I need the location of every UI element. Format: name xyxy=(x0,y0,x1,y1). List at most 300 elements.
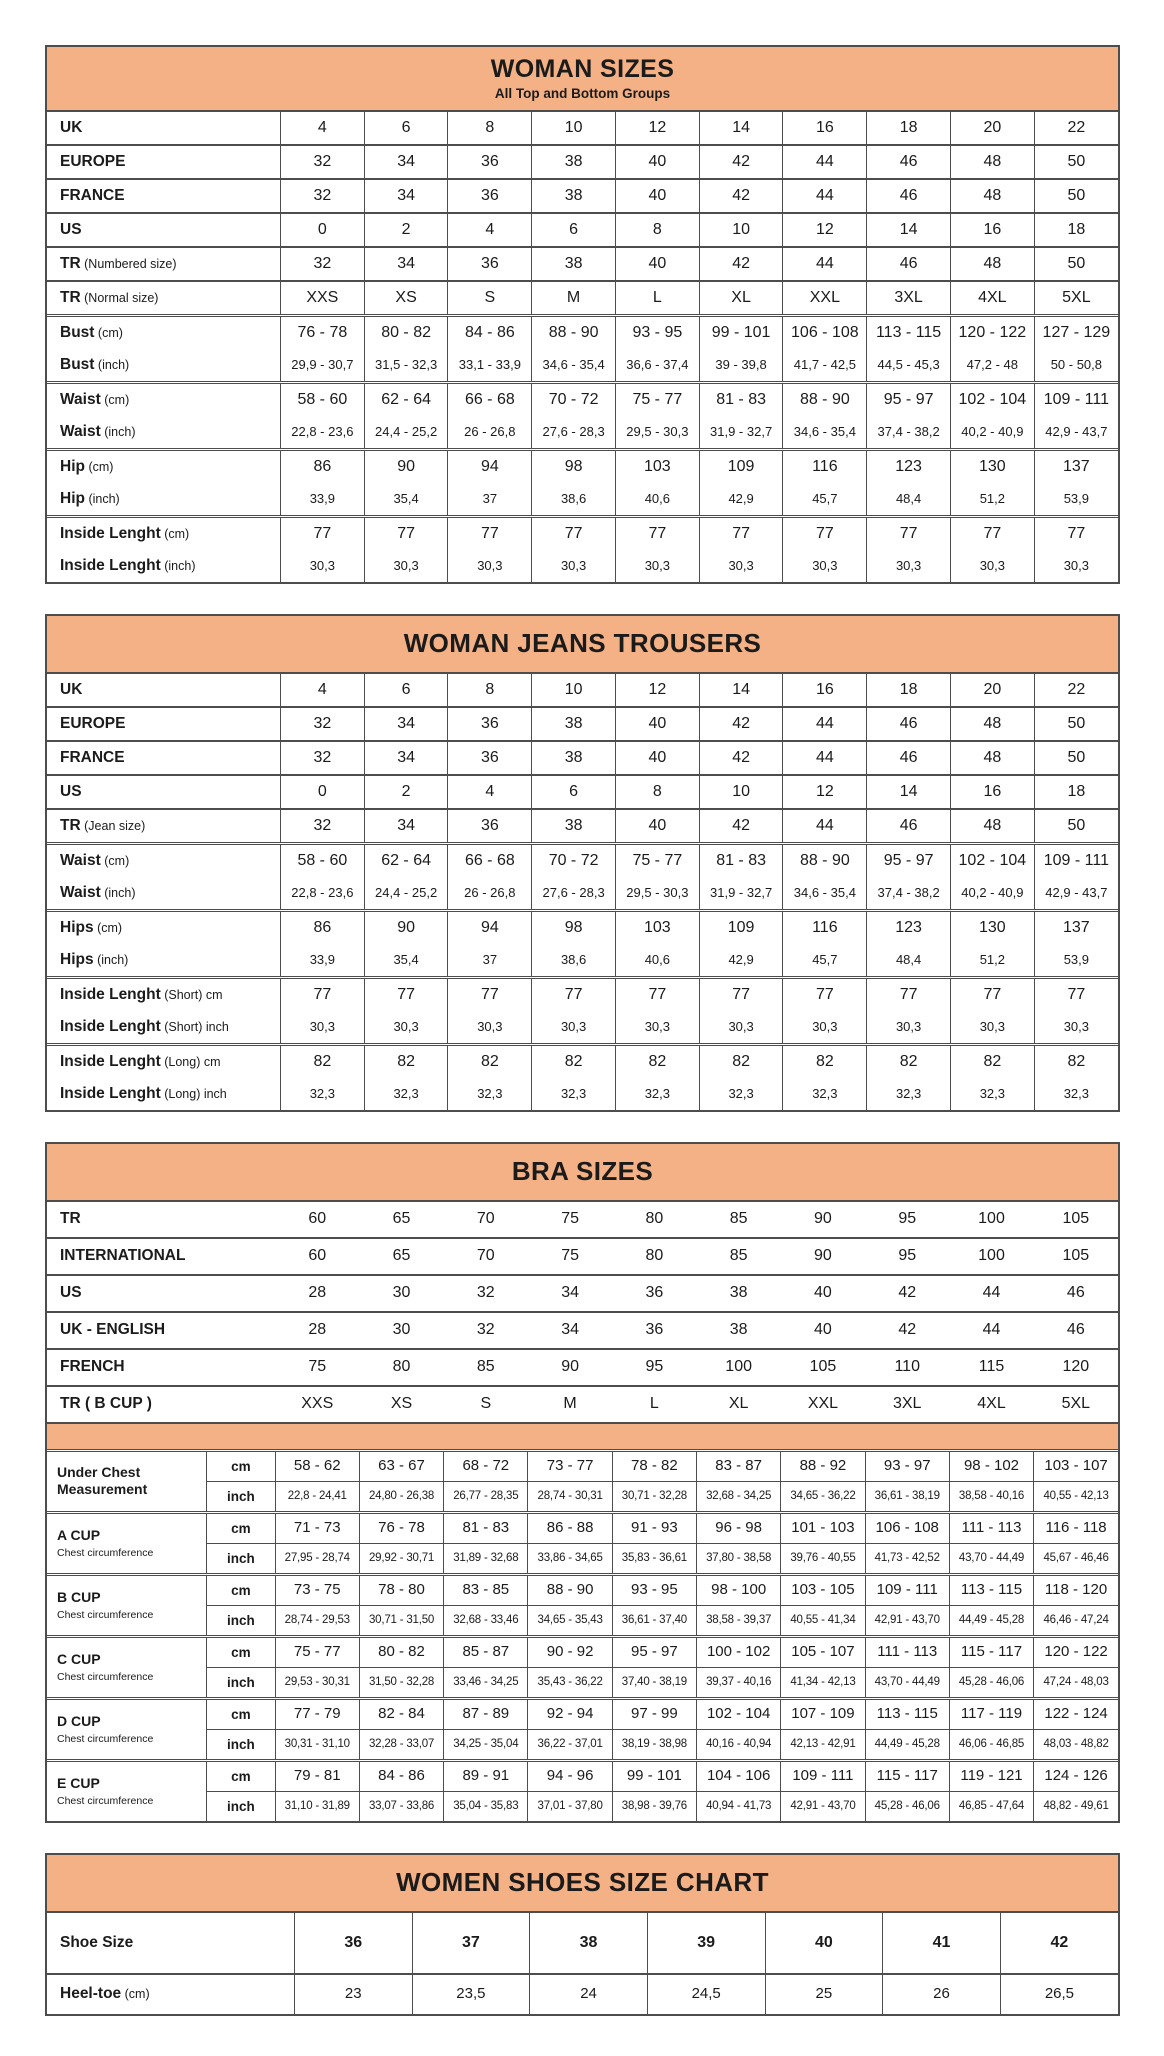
size-cell: 20 xyxy=(950,674,1034,707)
size-cell: 48 xyxy=(950,741,1034,775)
row-label xyxy=(47,1974,294,2014)
size-cell: 103 - 105 xyxy=(781,1574,865,1605)
size-cell: 100 xyxy=(697,1349,781,1386)
size-cell: 32 xyxy=(280,741,364,775)
row-label xyxy=(47,145,280,179)
size-cell: 75 xyxy=(561,1210,579,1227)
size-cell: 50 xyxy=(1034,145,1118,179)
size-cell: 42 xyxy=(699,145,783,179)
size-cell: 115 - 117 xyxy=(949,1636,1033,1667)
size-cell: 16 xyxy=(783,674,867,707)
size-cell: 50 xyxy=(1034,741,1118,775)
size-cell: 34 xyxy=(364,707,448,741)
size-cell: 79 - 81 xyxy=(275,1760,359,1791)
size-cell: 85 xyxy=(697,1238,781,1275)
size-cell: 3XL xyxy=(867,281,951,316)
row-label-note: (Long) inch xyxy=(160,1087,227,1101)
size-cell: 77 xyxy=(699,517,783,551)
unit-label: inch xyxy=(207,1729,276,1760)
size-cell: 41 xyxy=(883,1913,1001,1974)
size-cell: 83 - 87 xyxy=(697,1450,781,1481)
size-cell: 95 - 97 xyxy=(867,383,951,417)
size-cell: 42 xyxy=(699,741,783,775)
size-cell: 88 - 92 xyxy=(781,1450,865,1481)
size-cell: 86 xyxy=(280,450,364,484)
row-label-text: Heel-toe xyxy=(60,1984,122,2002)
size-cell: 24,5 xyxy=(647,1974,765,2014)
size-cell: 82 xyxy=(532,1045,616,1079)
table-row xyxy=(47,1386,1118,1423)
size-cell: 98 - 102 xyxy=(949,1450,1033,1481)
size-cell: 109 - 111 xyxy=(1034,383,1118,417)
cup-subtext: Chest circumference xyxy=(57,1794,154,1807)
size-cell: 65 xyxy=(359,1238,443,1275)
size-cell: 78 - 82 xyxy=(612,1450,696,1481)
size-cell: 38,58 - 39,37 xyxy=(697,1605,781,1636)
size-cell: 102 - 104 xyxy=(950,383,1034,417)
woman-sizes-grid xyxy=(47,112,1118,582)
size-cell: 42 xyxy=(1000,1913,1118,1974)
unit-label: inch xyxy=(207,1605,276,1636)
size-cell: 34 xyxy=(364,741,448,775)
table-row xyxy=(47,1574,1118,1605)
size-cell: 40 xyxy=(615,809,699,844)
size-cell: 33,46 - 34,25 xyxy=(444,1667,528,1698)
size-cell: 35,83 - 36,61 xyxy=(612,1543,696,1574)
size-cell: 12 xyxy=(615,112,699,145)
size-cell: 41,7 - 42,5 xyxy=(783,349,867,383)
unit-label: cm xyxy=(207,1512,276,1543)
size-cell: 34 xyxy=(528,1275,612,1312)
size-cell: 76 - 78 xyxy=(359,1512,443,1543)
table-row xyxy=(47,1450,1118,1481)
size-cell: 10 xyxy=(699,213,783,247)
size-cell: 68 - 72 xyxy=(444,1450,528,1481)
size-cell: 42,13 - 42,91 xyxy=(781,1729,865,1760)
size-cell: XXS xyxy=(280,281,364,316)
size-cell: 30,3 xyxy=(867,550,951,582)
size-cell: 43,70 - 44,49 xyxy=(865,1667,949,1698)
size-cell: 32,3 xyxy=(783,1078,867,1110)
bra-sizes-header xyxy=(47,1144,1118,1202)
size-cell: 30,3 xyxy=(1034,550,1118,582)
size-cell: 65 xyxy=(392,1210,411,1227)
size-cell: 120 - 122 xyxy=(950,316,1034,350)
row-label-note: (cm) xyxy=(160,527,190,541)
size-cell: 137 xyxy=(1034,450,1118,484)
size-cell: 31,89 - 32,68 xyxy=(444,1543,528,1574)
size-cell: 34,65 - 36,22 xyxy=(781,1481,865,1512)
size-cell: 30,3 xyxy=(364,1011,448,1045)
table-row xyxy=(47,1605,1118,1636)
size-cell: 32,68 - 33,46 xyxy=(444,1605,528,1636)
size-cell: 32,3 xyxy=(532,1078,616,1110)
table-subtitle: All Top and Bottom Groups xyxy=(494,86,671,101)
size-cell: 113 - 115 xyxy=(949,1574,1033,1605)
size-cell: 97 - 99 xyxy=(612,1698,696,1729)
size-cell: 66 - 68 xyxy=(448,383,532,417)
size-cell: 30,3 xyxy=(783,550,867,582)
row-label-text: Hips xyxy=(60,951,94,968)
size-cell: 16 xyxy=(950,213,1034,247)
size-cell: 30,3 xyxy=(532,550,616,582)
size-cell: 36 xyxy=(294,1913,412,1974)
size-cell: 39 - 39,8 xyxy=(699,349,783,383)
row-label-text: Waist xyxy=(60,391,101,408)
unit-label: inch xyxy=(207,1543,276,1574)
table-row xyxy=(47,1729,1118,1760)
size-cell: 46 xyxy=(867,741,951,775)
size-cell: 77 xyxy=(280,978,364,1012)
table-row xyxy=(47,1667,1118,1698)
size-cell: 98 xyxy=(532,450,616,484)
row-label xyxy=(47,844,280,878)
size-cell: 34,65 - 35,43 xyxy=(528,1605,612,1636)
size-cell: 105 xyxy=(781,1349,865,1386)
size-cell: 22 xyxy=(1034,674,1118,707)
unit-label: cm xyxy=(207,1760,276,1791)
row-label-text: UK - ENGLISH xyxy=(60,1321,166,1338)
size-cell: 80 xyxy=(612,1238,696,1275)
size-cell: 50 - 50,8 xyxy=(1034,349,1118,383)
size-cell: 102 - 104 xyxy=(697,1698,781,1729)
size-cell: 36 xyxy=(448,741,532,775)
size-cell: 6 xyxy=(532,213,616,247)
size-cell: 109 xyxy=(699,450,783,484)
size-cell: 47,2 - 48 xyxy=(950,349,1034,383)
size-cell: 58 - 62 xyxy=(275,1450,359,1481)
size-cell: 82 xyxy=(699,1045,783,1079)
unit-label: inch xyxy=(207,1791,276,1821)
size-cell: 8 xyxy=(615,775,699,809)
woman-jeans-grid xyxy=(47,674,1118,1110)
size-cell: 45,28 - 46,06 xyxy=(865,1791,949,1821)
size-cell: 5XL xyxy=(1034,1386,1118,1423)
table-row xyxy=(47,944,1118,978)
row-label xyxy=(47,1636,207,1698)
size-cell: 44 xyxy=(949,1275,1033,1312)
size-cell: 42 xyxy=(865,1312,949,1349)
size-cell: 50 xyxy=(1034,809,1118,844)
size-cell: 102 - 104 xyxy=(950,844,1034,878)
size-cell: 24,80 - 26,38 xyxy=(359,1481,443,1512)
table-row xyxy=(47,1760,1118,1791)
shoes-size-header xyxy=(47,1855,1118,1913)
row-label-note: (inch) xyxy=(93,953,129,967)
row-label xyxy=(47,1275,275,1312)
size-cell: 38,58 - 40,16 xyxy=(949,1481,1033,1512)
row-label xyxy=(47,517,280,551)
table-row xyxy=(47,1312,1118,1349)
size-cell: 24,4 - 25,2 xyxy=(364,877,448,911)
size-cell: 92 - 94 xyxy=(528,1698,612,1729)
row-label-text: Waist xyxy=(60,852,101,869)
size-cell: 30,71 - 32,28 xyxy=(612,1481,696,1512)
size-cell: 70 - 72 xyxy=(532,844,616,878)
size-cell: 106 - 108 xyxy=(783,316,867,350)
size-cell: 38 xyxy=(530,1913,648,1974)
size-cell: 82 xyxy=(280,1045,364,1079)
size-cell: 115 xyxy=(949,1349,1033,1386)
size-cell: 94 - 96 xyxy=(528,1760,612,1791)
size-cell: 113 - 115 xyxy=(867,316,951,350)
size-cell: 77 xyxy=(699,978,783,1012)
size-cell: 82 xyxy=(783,1045,867,1079)
size-cell: 26 - 26,8 xyxy=(448,416,532,450)
table-row xyxy=(47,316,1118,350)
size-cell: 73 - 77 xyxy=(528,1450,612,1481)
unit-label: cm xyxy=(207,1574,276,1605)
size-cell: 82 xyxy=(448,1045,532,1079)
size-cell: 40 xyxy=(765,1913,883,1974)
size-cell: 44 xyxy=(783,809,867,844)
size-cell: 27,6 - 28,3 xyxy=(532,416,616,450)
table-row xyxy=(47,1974,1118,2014)
table-row xyxy=(47,877,1118,911)
unit-label: cm xyxy=(207,1698,276,1729)
size-cell: 88 - 90 xyxy=(528,1574,612,1605)
size-cell: 37,4 - 38,2 xyxy=(867,416,951,450)
size-cell: 34,6 - 35,4 xyxy=(532,349,616,383)
size-cell: M xyxy=(532,281,616,316)
size-cell: 103 xyxy=(615,450,699,484)
unit-label: inch xyxy=(207,1481,276,1512)
size-cell: 119 - 121 xyxy=(949,1760,1033,1791)
size-cell: 6 xyxy=(532,775,616,809)
size-cell: 38,19 - 38,98 xyxy=(612,1729,696,1760)
size-cell: 81 - 83 xyxy=(699,383,783,417)
size-cell: 105 xyxy=(1062,1210,1090,1227)
size-cell: 24,4 - 25,2 xyxy=(364,416,448,450)
size-cell: 88 - 90 xyxy=(783,383,867,417)
size-cell: 90 xyxy=(814,1210,832,1227)
size-cell: 26 xyxy=(883,1974,1001,2014)
table-title: WOMAN JEANS TROUSERS xyxy=(403,628,762,658)
cup-name: B CUP xyxy=(57,1589,101,1606)
size-cell: 137 xyxy=(1034,911,1118,945)
divider-band xyxy=(47,1423,1118,1450)
size-cell: 44 xyxy=(783,179,867,213)
row-label-note: (Normal size) xyxy=(80,291,159,305)
size-cell: 90 xyxy=(364,911,448,945)
size-cell: 26,77 - 28,35 xyxy=(444,1481,528,1512)
size-cell: 32,3 xyxy=(615,1078,699,1110)
size-cell: 90 xyxy=(528,1349,612,1386)
size-cell: 34,25 - 35,04 xyxy=(444,1729,528,1760)
size-cell: 84 - 86 xyxy=(448,316,532,350)
size-cell: 34 xyxy=(364,145,448,179)
size-cell: 71 - 73 xyxy=(275,1512,359,1543)
table-row xyxy=(47,844,1118,878)
unit-label: cm xyxy=(207,1450,276,1481)
size-cell: 77 xyxy=(867,517,951,551)
table-row xyxy=(47,112,1118,145)
table-row xyxy=(47,550,1118,582)
size-cell: 32 xyxy=(444,1275,528,1312)
size-cell: 107 - 109 xyxy=(781,1698,865,1729)
size-cell: 40,2 - 40,9 xyxy=(950,416,1034,450)
size-cell: 76 - 78 xyxy=(280,316,364,350)
size-cell: S xyxy=(448,281,532,316)
bra-sizes-table xyxy=(45,1142,1120,1823)
size-cell: 35,4 xyxy=(364,483,448,517)
size-cell: 41,34 - 42,13 xyxy=(781,1667,865,1698)
size-cell: 28 xyxy=(275,1312,359,1349)
size-cell: 94 xyxy=(448,450,532,484)
size-cell: 122 - 124 xyxy=(1034,1698,1118,1729)
size-cell: 38 xyxy=(697,1275,781,1312)
size-cell: 6 xyxy=(364,112,448,145)
size-cell: 123 xyxy=(867,450,951,484)
size-cell: 32,3 xyxy=(699,1078,783,1110)
size-cell: 90 xyxy=(364,450,448,484)
size-cell: 8 xyxy=(615,213,699,247)
size-cell: 33,1 - 33,9 xyxy=(448,349,532,383)
row-label-note: (Short) inch xyxy=(160,1020,229,1034)
size-cell: 30,3 xyxy=(280,550,364,582)
size-cell: 40,55 - 42,13 xyxy=(1034,1481,1118,1512)
size-cell: 31,50 - 32,28 xyxy=(359,1667,443,1698)
size-cell: 42 xyxy=(699,179,783,213)
size-cell: 94 xyxy=(448,911,532,945)
row-label xyxy=(47,349,280,383)
size-cell: 36,6 - 37,4 xyxy=(615,349,699,383)
size-cell: 44,5 - 45,3 xyxy=(867,349,951,383)
size-cell: 45,7 xyxy=(783,483,867,517)
row-label-note: (inch) xyxy=(94,358,130,372)
size-cell: 29,92 - 30,71 xyxy=(359,1543,443,1574)
size-cell: 14 xyxy=(699,112,783,145)
size-cell: 37,40 - 38,19 xyxy=(612,1667,696,1698)
size-cell: 75 - 77 xyxy=(275,1636,359,1667)
row-label xyxy=(47,809,280,844)
size-cell: 62 - 64 xyxy=(364,844,448,878)
unit-label: inch xyxy=(207,1667,276,1698)
table-row xyxy=(47,1275,1118,1312)
size-cell: 42,9 xyxy=(699,944,783,978)
row-label-text: Hip xyxy=(60,490,85,507)
size-cell: 34 xyxy=(528,1312,612,1349)
size-cell: 70 xyxy=(444,1238,528,1275)
bra-sizes-grid xyxy=(47,1202,1118,1821)
size-cell: XXS xyxy=(275,1386,359,1423)
size-cell: 40 xyxy=(781,1312,865,1349)
table-row xyxy=(47,911,1118,945)
size-cell: 30,3 xyxy=(867,1011,951,1045)
row-label-note: (cm) xyxy=(84,460,114,474)
size-cell: 116 xyxy=(783,450,867,484)
row-label-note: (Jean size) xyxy=(80,819,146,833)
size-cell: 40,94 - 41,73 xyxy=(697,1791,781,1821)
table-row xyxy=(47,809,1118,844)
size-cell: 116 - 118 xyxy=(1034,1512,1118,1543)
size-cell: 48 xyxy=(950,707,1034,741)
size-cell: 99 - 101 xyxy=(612,1760,696,1791)
row-label xyxy=(47,112,280,145)
size-cell: 29,9 - 30,7 xyxy=(280,349,364,383)
size-cell: 8 xyxy=(448,674,532,707)
table-row xyxy=(47,1791,1118,1821)
size-cell: 37,01 - 37,80 xyxy=(528,1791,612,1821)
size-cell: 93 - 95 xyxy=(612,1574,696,1605)
size-cell: 32,68 - 34,25 xyxy=(697,1481,781,1512)
size-cell: 4 xyxy=(280,674,364,707)
row-label xyxy=(47,1450,207,1512)
size-cell: 30 xyxy=(359,1312,443,1349)
table-row xyxy=(47,416,1118,450)
row-label-text: TR ( B CUP ) xyxy=(60,1395,152,1412)
size-cell: 63 - 67 xyxy=(359,1450,443,1481)
row-label-text: US xyxy=(60,1284,82,1301)
size-cell: 32,3 xyxy=(364,1078,448,1110)
shoes-size-table xyxy=(45,1853,1120,2016)
size-cell: 34 xyxy=(364,809,448,844)
size-cell: 37,80 - 38,58 xyxy=(697,1543,781,1574)
size-cell: 91 - 93 xyxy=(612,1512,696,1543)
size-cell: 48,4 xyxy=(867,944,951,978)
size-cell: 105 xyxy=(1034,1238,1118,1275)
size-cell: 45,7 xyxy=(783,944,867,978)
size-cell: 36 xyxy=(448,707,532,741)
size-cell: 38 xyxy=(532,741,616,775)
row-label-note: (inch) xyxy=(84,492,120,506)
size-cell: 34,6 - 35,4 xyxy=(783,416,867,450)
size-cell: 48 xyxy=(950,809,1034,844)
size-cell: L xyxy=(615,281,699,316)
size-cell: 36 xyxy=(612,1275,696,1312)
row-label xyxy=(47,1574,207,1636)
size-cell: 109 - 111 xyxy=(781,1760,865,1791)
size-cell: 4 xyxy=(448,213,532,247)
size-cell: 118 - 120 xyxy=(1034,1574,1118,1605)
size-cell: 12 xyxy=(783,775,867,809)
size-cell: 32 xyxy=(280,247,364,281)
size-cell: 46 xyxy=(867,145,951,179)
size-cell: 42 xyxy=(699,707,783,741)
row-label xyxy=(47,707,280,741)
table-row xyxy=(47,213,1118,247)
row-label xyxy=(47,1202,275,1238)
size-cell: 130 xyxy=(950,911,1034,945)
row-label-text: Inside Lenght xyxy=(60,986,161,1003)
size-cell: 30,3 xyxy=(448,1011,532,1045)
size-cell: 77 xyxy=(1034,517,1118,551)
size-cell: 62 - 64 xyxy=(364,383,448,417)
size-cell: 32,3 xyxy=(950,1078,1034,1110)
size-cell: 22 xyxy=(1034,112,1118,145)
size-cell: 23 xyxy=(294,1974,412,2014)
size-cell: 98 xyxy=(532,911,616,945)
size-cell: 40,16 - 40,94 xyxy=(697,1729,781,1760)
row-label xyxy=(47,281,280,316)
size-cell: 80 - 82 xyxy=(359,1636,443,1667)
row-label xyxy=(47,911,280,945)
size-cell: 40,2 - 40,9 xyxy=(950,877,1034,911)
size-cell: 32 xyxy=(280,809,364,844)
size-cell: 116 xyxy=(783,911,867,945)
table-row xyxy=(47,1078,1118,1110)
size-cell: 30,3 xyxy=(783,1011,867,1045)
size-cell: 111 - 113 xyxy=(865,1636,949,1667)
size-cell: 36 xyxy=(448,247,532,281)
row-label-text: Inside Lenght xyxy=(60,557,161,574)
row-label-text: FRENCH xyxy=(60,1358,125,1375)
size-cell: 77 xyxy=(364,517,448,551)
size-cell: 89 - 91 xyxy=(444,1760,528,1791)
row-label-note: (cm) xyxy=(100,393,130,407)
size-cell: M xyxy=(528,1386,612,1423)
table-row xyxy=(47,1913,1118,1974)
